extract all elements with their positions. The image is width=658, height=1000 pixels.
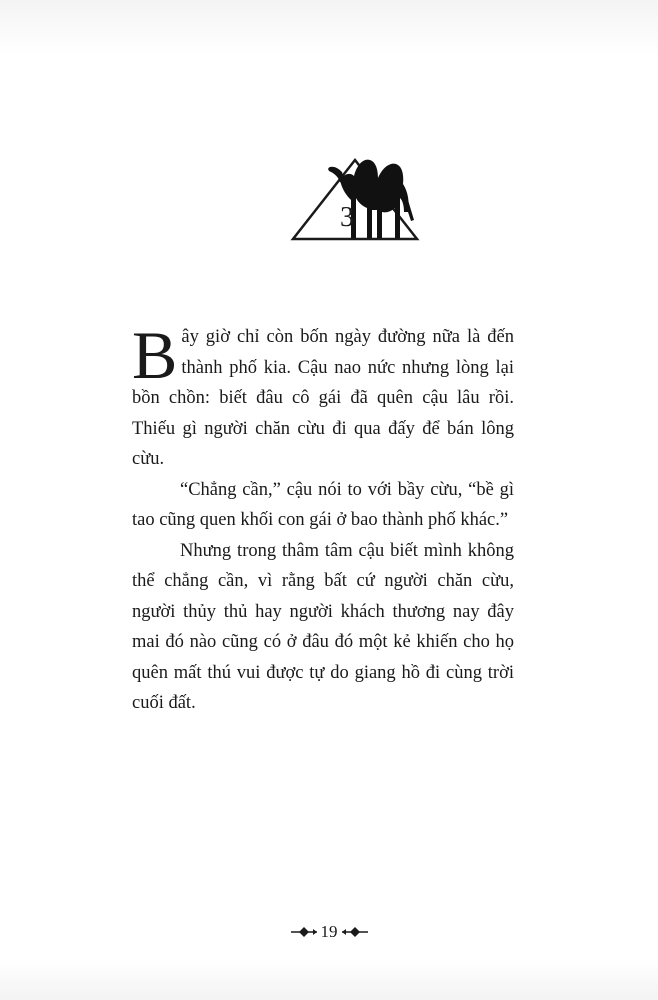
ornament-icon: [342, 926, 368, 938]
paragraph: Nhưng trong thâm tâm cậu biết mình không thể chẳng cần, vì rằng bất cứ người chăn cừu, người thủy thủ hay người khách thương nay đây mai đó nào cũng có ở đâu đó một kẻ khiến cho họ quên mất thú vui được tự do giang hồ đi cùng trời cuối đất.: [132, 540, 514, 713]
paragraph: [132, 317, 514, 475]
chapter-number: 3: [340, 202, 354, 233]
ornament-icon: [291, 926, 317, 938]
drop-cap: B: [132, 317, 178, 393]
page-number: 19: [320, 922, 338, 942]
paragraph-text: ây giờ chỉ còn bốn ngày đường nữa là đến thành phố kia. Cậu nao nức nhưng lòng lại bồn chồn: biết đâu cô gái đã quên cậu lâu rồi. Thiếu gì người chăn cừu đi qua đấy để bán lông cừu.: [132, 327, 514, 469]
page-footer: [0, 921, 658, 942]
paragraph: “Chẳng cần,” cậu nói to với bầy cừu, “bề gì tao cũng quen khối con gái ở bao thành phố khác.”: [132, 479, 514, 530]
chapter-text: [132, 317, 514, 719]
